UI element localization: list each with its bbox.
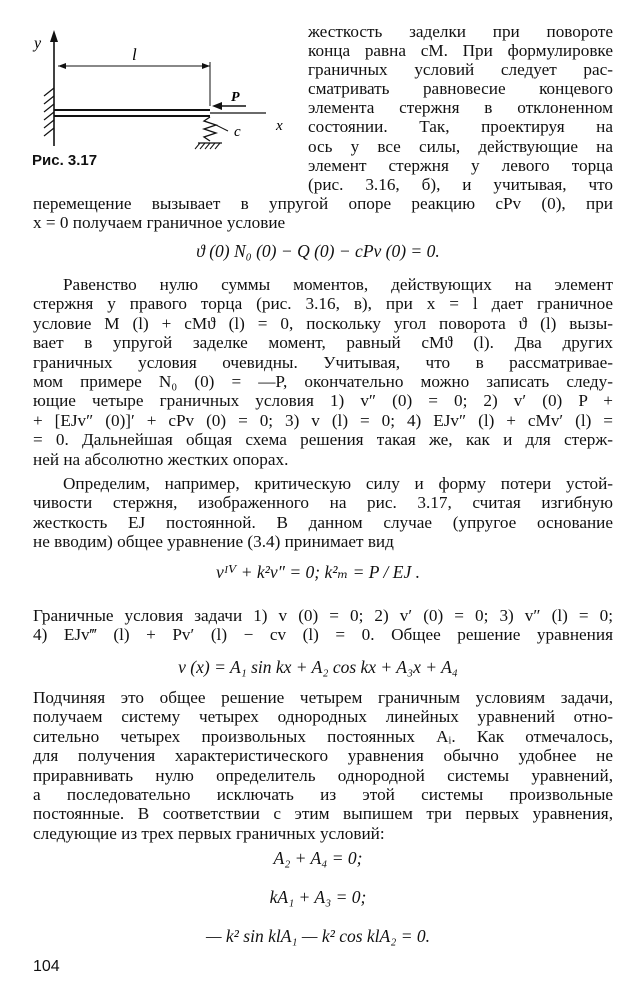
text-line: жесткость EJ постоянной. В данном случае (упругое основание (33, 512, 613, 532)
text-line: перемещение вызывает в упругой опоре реакцию cPv (0), при (33, 194, 613, 213)
text-line: получаем систему четырех однородных линейных уравнений отно- (33, 707, 613, 727)
text-line: Подчиняя это общее решение четырем граничным условиям задачи, (33, 688, 613, 707)
text-line: следующие из трех первых граничных условий: (33, 823, 385, 843)
text-line: ней на абсолютно жестких опорах. (33, 449, 289, 469)
formula-equation-3: — k² sin klA₁ — k² cos klA₂ = 0. (205, 926, 430, 946)
side-text-block (308, 22, 613, 194)
text-line: ющие четыре граничных условия 1) v″ (0) = 0; 2) v′ (0) P + (33, 391, 613, 411)
text-line: условие M (l) + cMϑ (l) = 0, поскольку угол поворота ϑ (l) вызы- (33, 313, 613, 333)
text-line: Определим, например, критическую силу и форму потери устой- (63, 474, 613, 493)
text-line: состоянии. Так, проектируя на (308, 117, 613, 137)
paragraph-critical-force (33, 474, 613, 552)
text-line: для получения характеристического уравнения обычно удобнее не (33, 746, 613, 766)
text-line: (рис. 3.16, б), и учитывая, что (308, 174, 613, 194)
text-line: жесткость заделки при повороте (308, 22, 613, 41)
formula-equation-2: kA₁ + A₃ = 0; (269, 887, 367, 907)
text-line: сительно четырех произвольных постоянных Aᵢ. Как отмечалось, (33, 726, 613, 746)
paragraph-boundary-conditions (33, 606, 613, 645)
text-line: стержня у правого торца (рис. 3.16, в), при x = l дает граничное (33, 294, 613, 314)
paragraph-system (33, 688, 613, 843)
text-line: x = 0 получаем граничное условие (33, 213, 286, 232)
text-line: вает в упругой заделке момент, равный cMϑ (l). Два других (33, 333, 613, 353)
text-line: граничных условия очевидны. Учитывая, что в рассматривае- (33, 352, 613, 372)
formula-equation-1: A₂ + A₄ = 0; (273, 848, 363, 868)
text-line: ось y все силы, действующие на (308, 136, 613, 156)
label-l: l (132, 45, 137, 64)
text-line: элемент стержня у левого торца (308, 155, 613, 175)
label-c: c (234, 124, 241, 140)
text-line: постоянные. В соответствии с этим выпишем три первых уравнения, (33, 804, 613, 824)
text-line: не вводим) общее уравнение (3.4) принимает вид (33, 532, 394, 552)
formula-general-equation: vᴵⱽ + k²v″ = 0; k²ₘ = P / EJ . (216, 562, 420, 582)
page-number: 104 (33, 958, 60, 975)
text-line: а последовательно исключать из этой системы произвольные (33, 784, 613, 804)
label-y: y (34, 35, 42, 52)
text-line: конца равна cM. При формулировке (308, 41, 613, 61)
text-line: Граничные условия задачи 1) v (0) = 0; 2) v′ (0) = 0; 3) v″ (l) = 0; (33, 606, 613, 625)
text-line: элемента стержня в отклоненном (308, 98, 613, 118)
formula-general-solution: v (x) = A₁ sin kx + A₂ cos kx + A₃x + A₄ (178, 657, 458, 677)
text-line: сматривать равновесие концевого (308, 79, 613, 99)
text-line: граничных условий следует рас- (308, 60, 613, 80)
text-line: 4) EJv‴ (l) + Pv′ (l) − cv (l) = 0. Общее решение уравнения (33, 625, 613, 645)
label-x: x (276, 118, 283, 134)
formula-boundary-condition: ϑ (0) N₀ (0) − Q (0) − cPv (0) = 0. (196, 241, 440, 261)
label-P: P (231, 90, 240, 105)
text-line: + [EJv″ (0)]′ + cPv (0) = 0; 3) v (l) = 0; 4) EJv″ (l) + cMv′ (l) = (33, 410, 613, 430)
paragraph-moments (33, 275, 613, 469)
text-line: Равенство нулю суммы моментов, действующих на элемент (63, 275, 613, 294)
text-line: чивости стержня, изображенного на рис. 3.17, считая изгибную (33, 493, 613, 513)
text-line: мом примере N₀ (0) = —P, окончательно можно записать следу- (33, 371, 613, 391)
text-line: = 0. Дальнейшая общая схема решения такая же, как и для стерж- (33, 430, 613, 450)
figure-caption: Рис. 3.17 (32, 152, 98, 169)
text-line: приравнивать нулю определитель однородной системы уравнений, (33, 765, 613, 785)
